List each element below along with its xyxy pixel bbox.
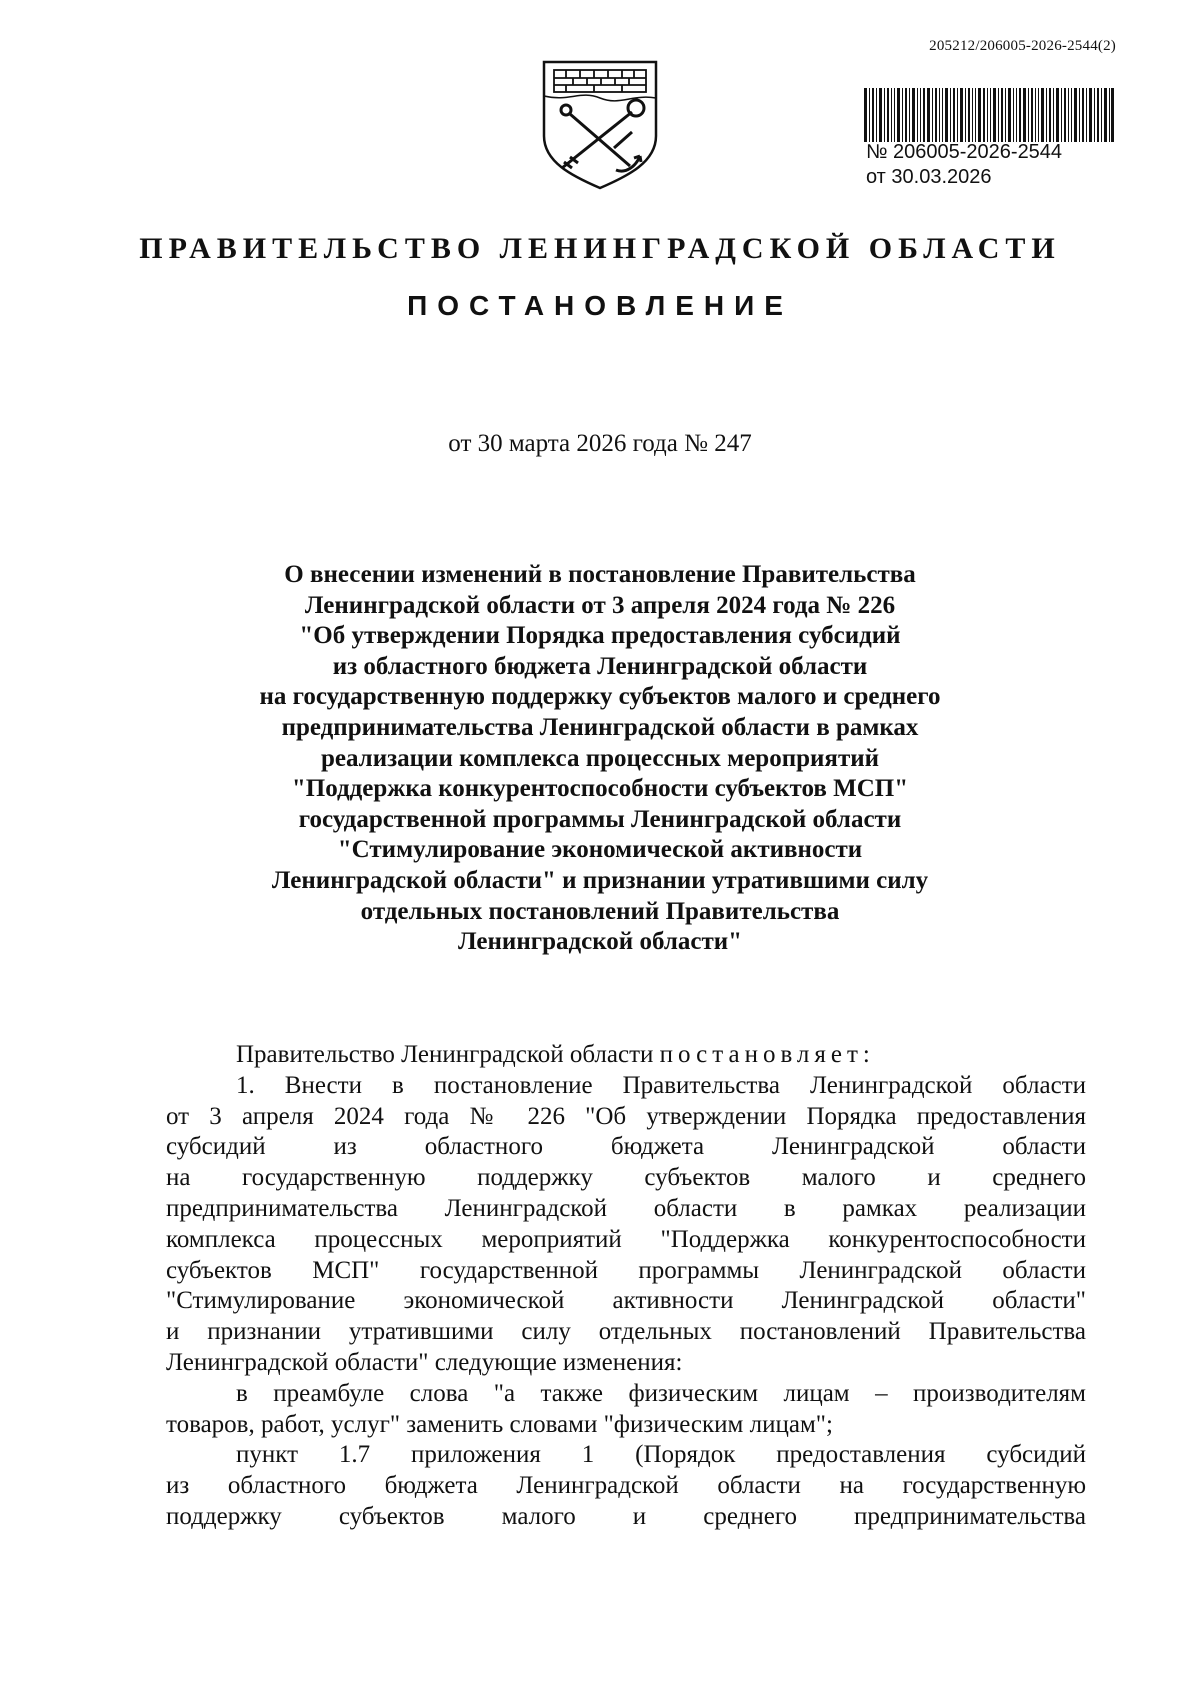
body-line: предпринимательства Ленинградской области в рамках реализации bbox=[166, 1194, 1086, 1222]
body-line: Ленинградской области" следующие изменения: bbox=[166, 1348, 683, 1376]
body-line: из областного бюджета Ленинградской области на государственную bbox=[166, 1472, 1086, 1500]
body-line: от 3 апреля 2024 года № 226 "Об утверждении Порядка предоставления bbox=[166, 1102, 1086, 1130]
subject-line: отдельных постановлений Правительства bbox=[360, 897, 840, 925]
government-title: ПРАВИТЕЛЬСТВО ЛЕНИНГРАДСКОЙ ОБЛАСТИ bbox=[139, 232, 1061, 265]
body-line: поддержку субъектов малого и среднего предпринимательства bbox=[166, 1502, 1086, 1530]
body-line: комплекса процессных мероприятий "Поддержка конкурентоспособности bbox=[166, 1225, 1086, 1253]
body-line: в преамбуле слова "а также физическим лицам – производителям bbox=[236, 1379, 1086, 1407]
resolution-date-number: от 30 марта 2026 года № 247 bbox=[448, 430, 752, 457]
body-line: и признании утратившими силу отдельных постановлений Правительства bbox=[166, 1318, 1086, 1346]
body-line: на государственную поддержку субъектов малого и среднего bbox=[166, 1164, 1086, 1192]
subject-line: "Поддержка конкурентоспособности субъектов МСП" bbox=[291, 775, 909, 803]
subject-line: на государственную поддержку субъектов малого и среднего bbox=[259, 683, 941, 711]
document-type: ПОСТАНОВЛЕНИЕ bbox=[407, 290, 793, 321]
subject-line: из областного бюджета Ленинградской области bbox=[332, 652, 868, 680]
intro-verb: постановляет: bbox=[659, 1041, 875, 1068]
barcode-icon bbox=[864, 88, 1114, 142]
subject-line: Ленинградской области от 3 апреля 2024 года № 226 bbox=[304, 591, 896, 619]
subject-line: О внесении изменений в постановление Правительства bbox=[284, 561, 916, 588]
document-code: 205212/206005-2026-2544(2) bbox=[929, 38, 1116, 54]
subject-line: реализации комплекса процессных мероприятий bbox=[320, 744, 880, 772]
body-intro bbox=[166, 1040, 1086, 1071]
body-line: 1. Внести в постановление Правительства Ленинградской области bbox=[236, 1071, 1086, 1099]
body-line: товаров, работ, услуг" заменить словами "физическим лицам"; bbox=[166, 1410, 833, 1438]
resolution-body bbox=[166, 1040, 1086, 1533]
subject-line: предпринимательства Ленинградской области в рамках bbox=[281, 713, 919, 741]
registration-date: от 30.03.2026 bbox=[866, 166, 992, 188]
subject-line: государственной программы Ленинградской области bbox=[298, 805, 902, 833]
subject-line: "Об утверждении Порядка предоставления субсидий bbox=[299, 622, 901, 650]
subject-line: Ленинградской области" и признании утратившими силу bbox=[271, 866, 929, 894]
body-line: "Стимулирование экономической активности Ленинградской области" bbox=[166, 1287, 1086, 1315]
body-line: пункт 1.7 приложения 1 (Порядок предоставления субсидий bbox=[236, 1441, 1086, 1469]
intro-prefix: Правительство Ленинградской области bbox=[236, 1041, 654, 1068]
body-line: субсидий из областного бюджета Ленинградской области bbox=[166, 1133, 1086, 1161]
body-line: субъектов МСП" государственной программы Ленинградской области bbox=[166, 1256, 1086, 1284]
subject-line: Ленинградской области" bbox=[457, 928, 743, 956]
resolution-subject bbox=[160, 560, 1040, 958]
coat-of-arms-icon bbox=[540, 58, 660, 190]
registration-block bbox=[866, 140, 1062, 190]
registration-number: № 206005-2026-2544 bbox=[866, 141, 1063, 163]
subject-line: "Стимулирование экономической активности bbox=[337, 836, 863, 864]
